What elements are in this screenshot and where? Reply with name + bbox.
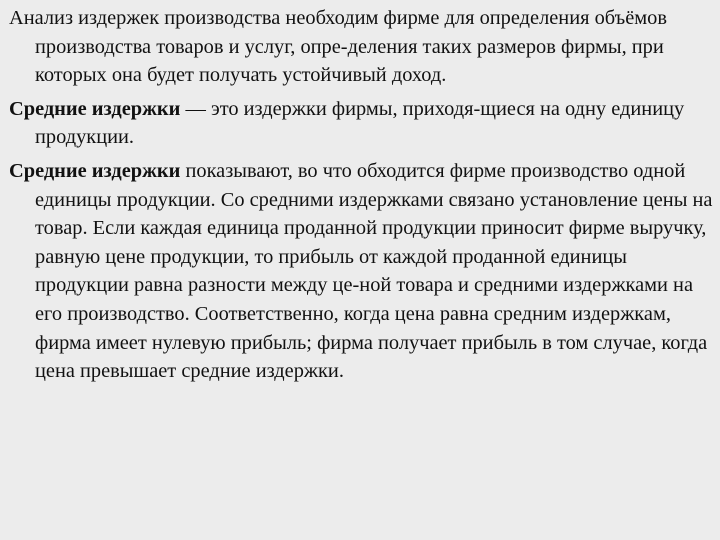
- paragraph-definition-term: Средние издержки: [9, 97, 181, 120]
- paragraph-explanation: [9, 157, 715, 386]
- paragraph-explanation-term: Средние издержки: [9, 159, 181, 182]
- paragraph-intro-text: Анализ издержек производства необходим фирме для определения объёмов производства товаров и услуг, опре-деления таких размеров фирмы, при которых она будет получать устойчивый доход.: [9, 7, 667, 87]
- paragraph-intro: [9, 4, 715, 90]
- paragraph-explanation-text: показывают, во что обходится фирме производство одной единицы продукции. Со средними издержками связано установление цены на товар. Если каждая единица проданной продукции приносит фирме выручку, равную цене продукции, то прибыль от каждой проданной единицы продукции равна разности между це-ной товара и средними издержками на его производство. Соответственно, когда цена равна средним издержкам, фирма имеет нулевую прибыль; фирма получает прибыль в том случае, когда цена превышает средние издержки.: [35, 159, 713, 383]
- paragraph-definition-text: — это издержки фирмы, приходя-щиеся на одну единицу продукции.: [35, 97, 685, 149]
- paragraph-definition: [9, 95, 715, 152]
- slide-body: [9, 4, 715, 391]
